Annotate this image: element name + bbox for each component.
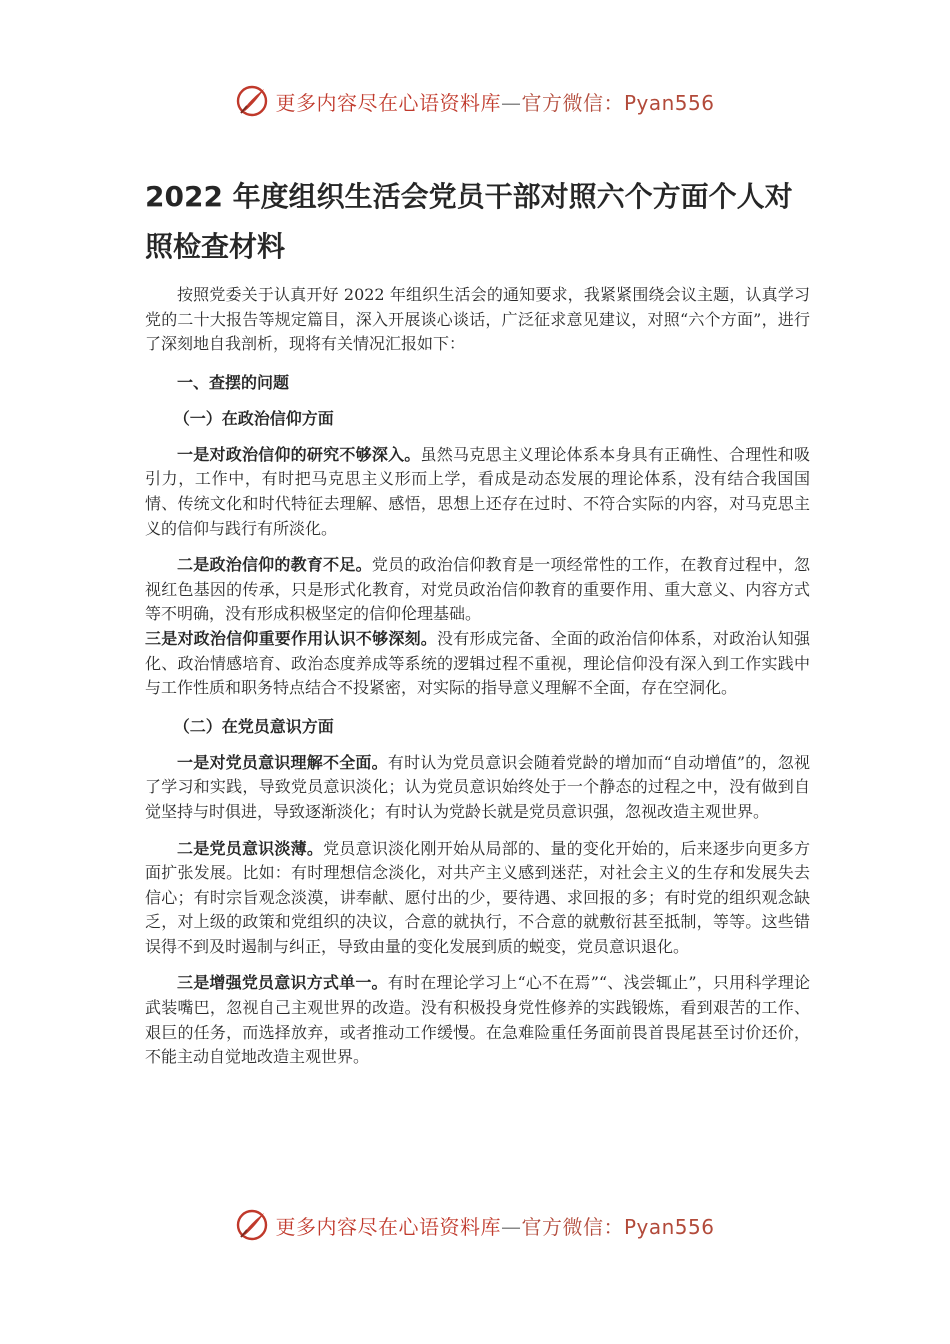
paragraph: 三是对政治信仰重要作用认识不够深刻。没有形成完备、全面的政治信仰体系，对政治认知强化、政治情感培育、政治态度养成等系统的逻辑过程不重视，理论信仰没有深入到工作实践中与工作性质和职务特点结合不投紧密，对实际的指导意义理解不全面，存在空洞化。 (145, 628, 810, 698)
banner-text: 更多内容尽在心语资料库—官方微信：Pyan556 (275, 1214, 715, 1239)
paragraph: 三是增强党员意识方式单一。有时在理论学习上“心不在焉”“、浅尝辄止”，只用科学理论武装嘴巴，忽视自己主观世界的改造。没有积极投身党性修养的实践锻炼，看到艰苦的工作、艰巨的任务，而选择放弃，或者推动工作缓慢。在急难险重任务面前畏首畏尾甚至讨价还价，不能主动自觉地改造主观世界。 (145, 973, 810, 1067)
paragraph-lead: 三是增强党员意识方式单一。 (177, 973, 388, 993)
document-body (145, 283, 810, 1070)
quill-logo-icon (235, 1208, 269, 1242)
intro-paragraph: 按照党委关于认真开好 2022 年组织生活会的通知要求，我紧紧围绕会议主题，认真学习党的二十大报告等规定篇目，深入开展谈心谈话，广泛征求意见建议，对照“六个方面”，进行了深刻地自我剖析，现将有关情况汇报如下： (145, 285, 810, 354)
paragraph: 一是对政治信仰的研究不够深入。虽然马克思主义理论体系本身具有正确性、合理性和吸引力，工作中，有时把马克思主义形而上学，看成是动态发展的理论体系，没有结合我国国情、传统文化和时代特征去理解、感悟，思想上还存在过时、不符合实际的内容，对马克思主义的信仰与践行有所淡化。 (145, 444, 810, 538)
banner-text: 更多内容尽在心语资料库—官方微信：Pyan556 (275, 90, 715, 115)
subsection-heading: （二）在党员意识方面 (173, 716, 334, 736)
paragraph: 一是对党员意识理解不全面。有时认为党员意识会随着党龄的增加而“自动增值”的，忽视了学习和实践，导致党员意识淡化；认为党员意识始终处于一个静态的过程之中，没有做到自觉坚持与时俱进，导致逐渐淡化；有时认为党龄长就是党员意识强，忽视改造主观世界。 (145, 752, 810, 821)
subsection-heading: （一）在政治信仰方面 (173, 408, 334, 428)
paragraph-lead: 一是对党员意识理解不全面。 (177, 752, 388, 772)
paragraph: 二是党员意识淡薄。党员意识淡化刚开始从局部的、量的变化开始的，后来逐步向更多方面扩张发展。比如：有时理想信念淡化，对共产主义感到迷茫，对社会主义的生存和发展失去信心；有时宗旨观念淡漠，讲奉献、愿付出的少，要待遇、求回报的多；有时党的组织观念缺乏，对上级的政策和党组织的决议，合意的就执行，不合意的就敷衍甚至抵制，等等。这些错误得不到及时遏制与纠正，导致由量的变化发展到质的蜕变，党员意识退化。 (145, 838, 810, 956)
paragraph-lead: 三是对政治信仰重要作用认识不够深刻。 (145, 628, 438, 648)
quill-logo-icon (235, 84, 269, 118)
footer-banner (0, 1208, 950, 1242)
paragraph-lead: 二是党员意识淡薄。 (177, 838, 324, 858)
paragraph-lead: 一是对政治信仰的研究不够深入。 (177, 444, 421, 464)
section-heading: 一、查摆的问题 (177, 372, 290, 392)
paragraph: 二是政治信仰的教育不足。党员的政治信仰教育是一项经常性的工作，在教育过程中，忽视红色基因的传承，只是形式化教育，对党员政治信仰教育的重要作用、重大意义、内容方式等不明确，没有形成积极坚定的信仰伦理基础。 (145, 555, 810, 624)
document-title: 2022 年度组织生活会党员干部对照六个方面个人对照检查材料 (145, 180, 793, 263)
paragraph-lead: 二是政治信仰的教育不足。 (177, 555, 372, 575)
header-banner (0, 84, 950, 118)
